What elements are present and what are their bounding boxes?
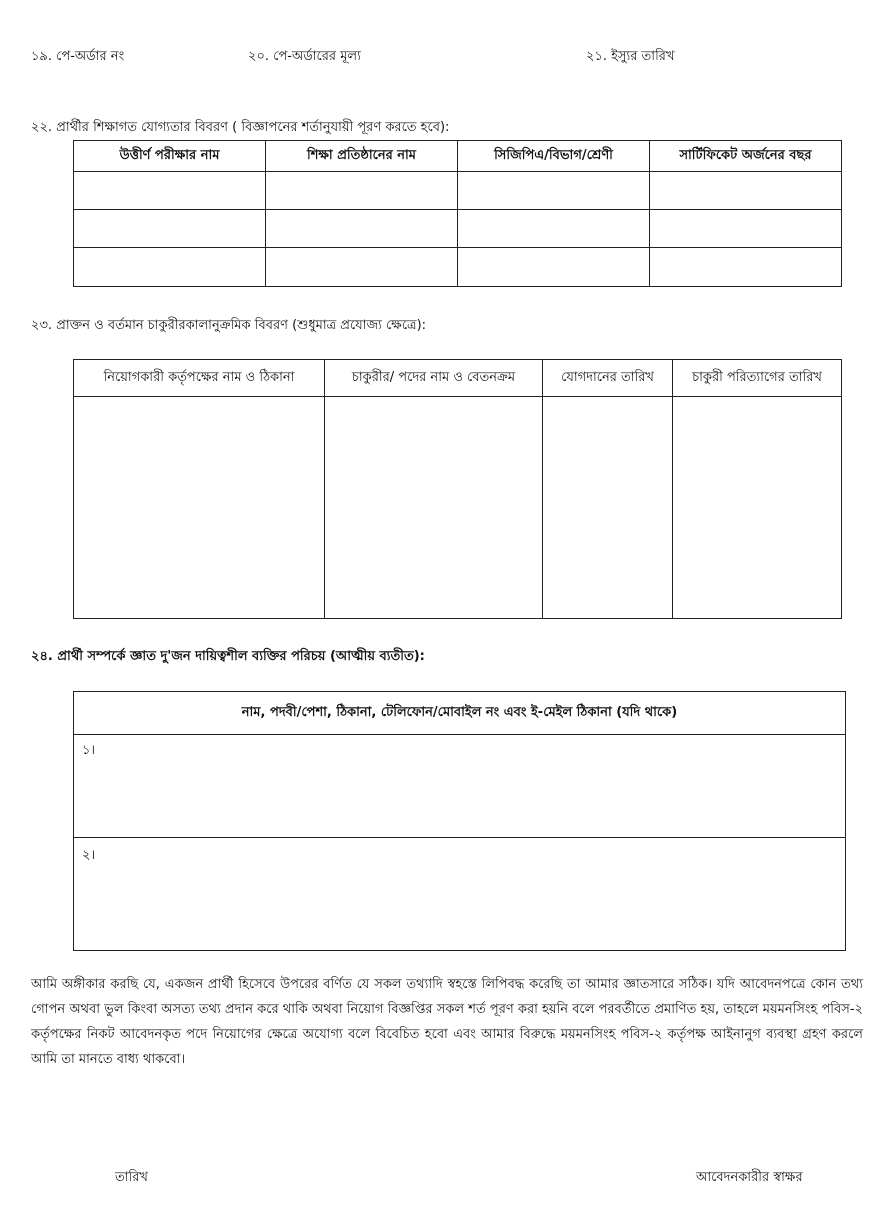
table-row <box>74 838 846 951</box>
education-cell[interactable] <box>458 172 650 210</box>
table-row <box>74 210 842 248</box>
education-cell[interactable] <box>650 172 842 210</box>
education-header-institution: শিক্ষা প্রতিষ্ঠানের নাম <box>266 141 458 172</box>
reference-number-1: ১। <box>82 743 96 758</box>
education-cell[interactable] <box>266 248 458 287</box>
education-cell[interactable] <box>650 210 842 248</box>
employment-cell[interactable] <box>74 397 325 619</box>
employment-table <box>73 359 842 619</box>
education-cell[interactable] <box>650 248 842 287</box>
field-21-issue-date: ২১. ইস্যুর তারিখ <box>586 49 675 64</box>
employment-header-employer: নিয়োগকারী কর্তৃপক্ষের নাম ও ঠিকানা <box>74 360 325 397</box>
date-label: তারিখ <box>115 1170 148 1185</box>
education-cell[interactable] <box>266 210 458 248</box>
section-24-title: ২৪. প্রার্থী সম্পর্কে জ্ঞাত দু'জন দায়িত্বশীল ব্যক্তির পরিচয় (আত্মীয় ব্যতীত): <box>31 649 425 664</box>
education-header-exam: উত্তীর্ণ পরীক্ষার নাম <box>74 141 266 172</box>
education-cell[interactable] <box>74 210 266 248</box>
table-row <box>74 248 842 287</box>
education-cell[interactable] <box>266 172 458 210</box>
section-22-title: ২২. প্রার্থীর শিক্ষাগত যোগ্যতার বিবরণ ( বিজ্ঞাপনের শর্তানুযায়ী পূরণ করতে হবে): <box>31 120 450 135</box>
reference-cell-2[interactable] <box>74 838 846 951</box>
declaration-paragraph: আমি অঙ্গীকার করছি যে, একজন প্রার্থী হিসেবে উপরের বর্ণিত যে সকল তথ্যাদি স্বহস্তে লিপিবদ্ধ করেছি তা আমার জ্ঞাতসারে সঠিক। যদি আবেদনপত্রে কোন তথ্য গোপন অথবা ভুল কিংবা অসত্য তথ্য প্রদান করে থাকি অথবা নিয়োগ বিজ্ঞপ্তির সকল শর্ত পূরণ করা হয়নি বলে পরবর্তীতে প্রমাণিত হয়, তাহলে ময়মনসিংহ পবিস-২ কর্তৃপক্ষের নিকট আবেদনকৃত পদে নিয়োগের ক্ষেত্রে অযোগ্য বলে বিবেচিত হবো এবং আমার বিরুদ্ধে ময়মনসিংহ পবিস-২ কর্তৃপক্ষ আইনানুগ ব্যবস্থা গ্রহণ করলে আমি তা মানতে বাধ্য থাকবো। <box>31 977 863 1067</box>
employment-cell[interactable] <box>673 397 842 619</box>
field-20-pay-order-amount: ২০. পে-অর্ডারের মূল্য <box>248 49 361 64</box>
employment-header-leave-date: চাকুরী পরিত্যাগের তারিখ <box>673 360 842 397</box>
reference-table <box>73 691 846 951</box>
education-header-grade: সিজিপিএ/বিভাগ/শ্রেণী <box>458 141 650 172</box>
education-header-year: সার্টিফিকেট অর্জনের বছর <box>650 141 842 172</box>
education-cell[interactable] <box>458 210 650 248</box>
education-cell[interactable] <box>458 248 650 287</box>
reference-cell-1[interactable] <box>74 735 846 838</box>
reference-header: নাম, পদবী/পেশা, ঠিকানা, টেলিফোন/মোবাইল নং এবং ই-মেইল ঠিকানা (যদি থাকে) <box>74 692 846 735</box>
reference-number-2: ২। <box>82 848 96 863</box>
employment-cell[interactable] <box>325 397 543 619</box>
table-row <box>74 735 846 838</box>
education-table <box>73 140 842 287</box>
table-row <box>74 172 842 210</box>
education-cell[interactable] <box>74 248 266 287</box>
employment-cell[interactable] <box>543 397 673 619</box>
education-cell[interactable] <box>74 172 266 210</box>
signature-label: আবেদনকারীর স্বাক্ষর <box>696 1170 803 1185</box>
section-23-title: ২৩. প্রাক্তন ও বর্তমান চাকুরীরকালানুক্রমিক বিবরণ (শুধুমাত্র প্রযোজ্য ক্ষেত্রে): <box>31 318 427 333</box>
employment-header-join-date: যোগদানের তারিখ <box>543 360 673 397</box>
table-row <box>74 397 842 619</box>
employment-header-post: চাকুরীর/ পদের নাম ও বেতনক্রম <box>325 360 543 397</box>
field-19-pay-order-no: ১৯. পে-অর্ডার নং <box>31 49 125 64</box>
